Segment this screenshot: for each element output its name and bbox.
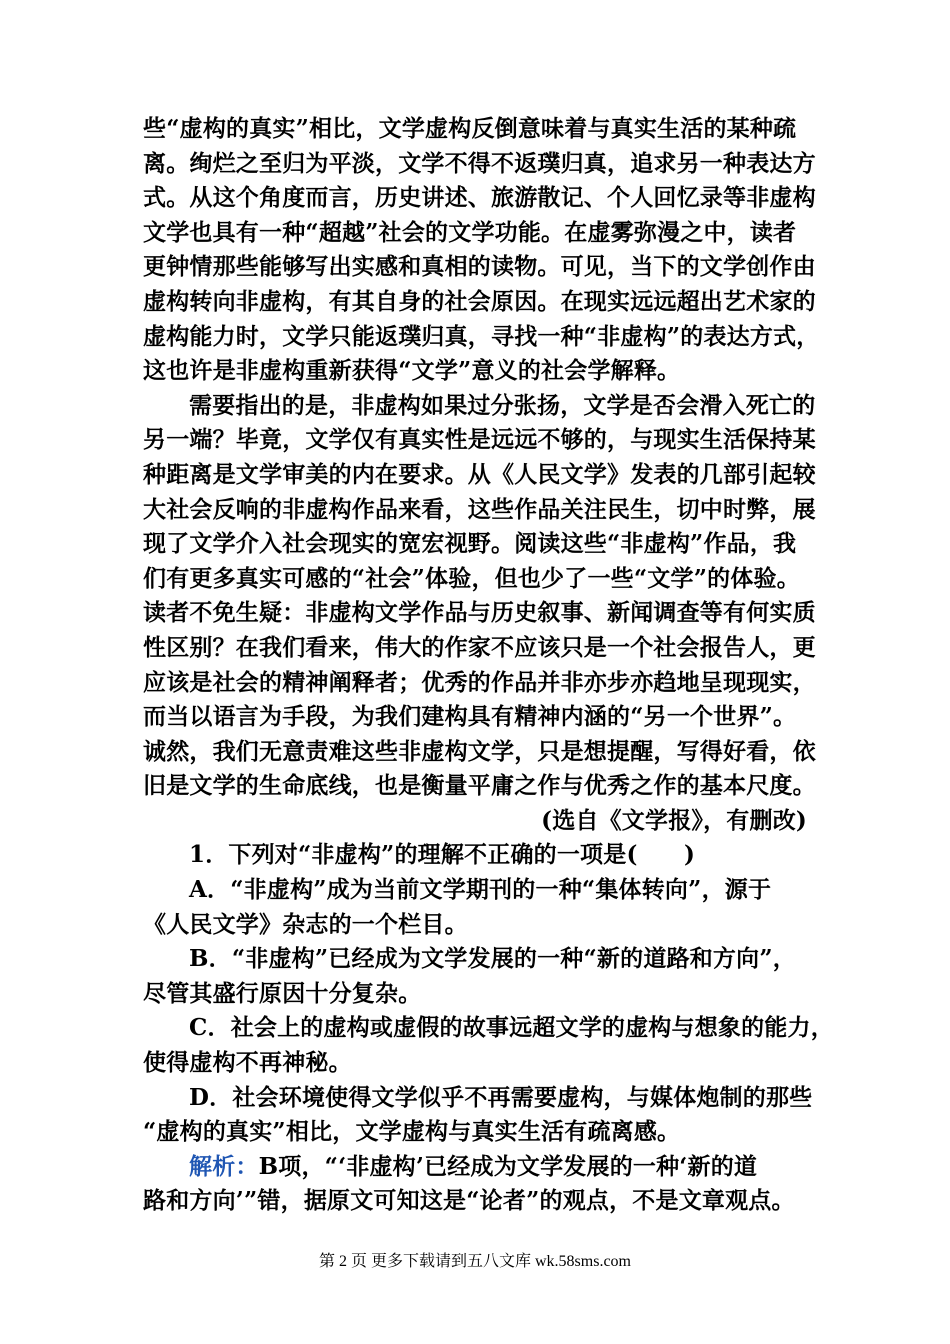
paragraph-2 xyxy=(143,389,816,804)
text-line: 离。绚烂之至归为平淡，文学不得不返璞归真，追求另一种表达方 xyxy=(143,149,816,177)
text-line: 现了文学介入社会现实的宽宏视野。阅读这些“非虚构”作品，我 xyxy=(143,530,797,558)
text-line: 式。从这个角度而言，历史讲述、旅游散记、个人回忆录等非虚构 xyxy=(143,184,816,212)
text-line: 需要指出的是，非虚构如果过分张扬，文学是否会滑入死亡的 xyxy=(189,391,816,419)
option-b xyxy=(143,942,811,1011)
question-1 xyxy=(143,838,834,1149)
analysis-text: B项，“‘非虚构’已经成为文学发展的一种‘新的道 xyxy=(258,1152,758,1180)
text-line: 种距离是文学审美的内在要求。从《人民文学》发表的几部引起较 xyxy=(143,460,816,488)
text-line: 这也许是非虚构重新获得“文学”意义的社会学解释。 xyxy=(143,357,681,385)
text-line: 而当以语言为手段，为我们建构具有精神内涵的“另一个世界”。 xyxy=(143,703,797,731)
text-line: 虚构转向非虚构，有其自身的社会原因。在现实远远超出艺术家的 xyxy=(143,287,816,315)
document-body xyxy=(143,112,834,1219)
text-line: 另一端？毕竟，文学仅有真实性是远远不够的，与现实生活保持某 xyxy=(143,426,816,454)
page-footer: 第 2 页 更多下载请到五八文库 wk.58sms.com xyxy=(318,1253,631,1270)
option-text: A．“非虚构”成为当前文学期刊的一种“集体转向”，源于 xyxy=(189,876,772,904)
option-text: “虚构的真实”相比，文学虚构与真实生活有疏离感。 xyxy=(143,1118,681,1146)
text-line: 文学也具有一种“超越”社会的文学功能。在虚雾弥漫之中，读者 xyxy=(143,218,797,246)
option-c xyxy=(143,1011,834,1080)
text-line: 更钟情那些能够写出实感和真相的读物。可见，当下的文学创作由 xyxy=(143,253,816,281)
option-text: 尽管其盛行原因十分复杂。 xyxy=(143,979,422,1007)
text-line: 大社会反响的非虚构作品来看，这些作品关注民生，切中时弊，展 xyxy=(143,495,816,523)
question-stem: 1．下列对“非虚构”的理解不正确的一项是( ) xyxy=(189,841,696,869)
source-citation: (选自《文学报》，有删改) xyxy=(541,806,807,834)
text-line: 旧是文学的生命底线，也是衡量平庸之作与优秀之作的基本尺度。 xyxy=(143,772,816,800)
text-line: 性区别？在我们看来，伟大的作家不应该只是一个社会报告人，更 xyxy=(143,633,816,661)
option-text: D．社会环境使得文学似乎不再需要虚构，与媒体炮制的那些 xyxy=(189,1083,813,1111)
text-line: 诚然，我们无意责难这些非虚构文学，只是想提醒，写得好看，依 xyxy=(143,737,816,765)
text-line: 读者不免生疑：非虚构文学作品与历史叙事、新闻调查等有何实质 xyxy=(143,599,816,627)
analysis-line: 路和方向’”错，据原文可知这是“论者”的观点，不是文章观点。 xyxy=(143,1187,795,1215)
analysis-line xyxy=(143,1150,811,1185)
paragraph-1 xyxy=(143,112,820,389)
analysis xyxy=(143,1150,811,1219)
option-text: 《人民文学》杂志的一个栏目。 xyxy=(143,910,468,938)
analysis-label: 解析： xyxy=(189,1152,259,1180)
option-text: B．“非虚构”已经成为文学发展的一种“新的道路和方向”， xyxy=(189,945,796,973)
text-line: 些“虚构的真实”相比，文学虚构反倒意味着与真实生活的某种疏 xyxy=(143,115,797,142)
text-line: 们有更多真实可感的“社会”体验，但也少了一些“文学”的体验。 xyxy=(143,564,800,592)
option-text: 使得虚构不再神秘。 xyxy=(143,1049,352,1077)
text-line: 应该是社会的精神阐释者；优秀的作品并非亦步亦趋地呈现现实， xyxy=(143,668,816,696)
option-text: C．社会上的虚构或虚假的故事远超文学的虚构与想象的能力， xyxy=(189,1014,834,1042)
text-line: 虚构能力时，文学只能返璞归真，寻找一种“非虚构”的表达方式， xyxy=(143,322,820,350)
option-a xyxy=(143,873,811,942)
option-d xyxy=(143,1081,811,1150)
